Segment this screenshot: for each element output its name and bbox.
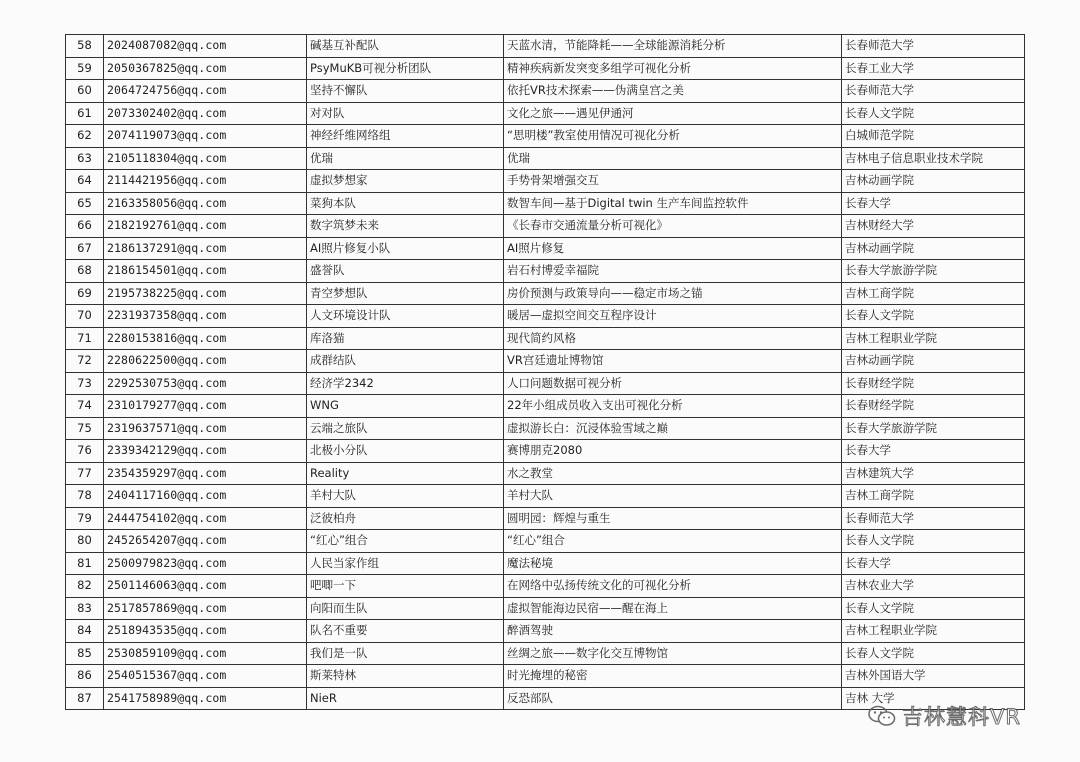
row-number: 60 xyxy=(66,80,104,103)
school-cell: 长春财经学院 xyxy=(842,372,1025,395)
row-number: 72 xyxy=(66,350,104,373)
email-cell: 2517857869@qq.com xyxy=(104,597,307,620)
work-title-cell: 在网络中弘扬传统文化的可视化分析 xyxy=(504,575,842,598)
work-title-cell: 精神疾病新发突变多组学可视化分析 xyxy=(504,57,842,80)
row-number: 65 xyxy=(66,192,104,215)
email-cell: 2182192761@qq.com xyxy=(104,215,307,238)
table-row xyxy=(66,192,1025,215)
table-row xyxy=(66,395,1025,418)
email-cell: 2500979823@qq.com xyxy=(104,552,307,575)
table-row xyxy=(66,327,1025,350)
table-row xyxy=(66,125,1025,148)
email-cell: 2339342129@qq.com xyxy=(104,440,307,463)
school-cell: 长春大学 xyxy=(842,440,1025,463)
work-title-cell: 魔法秘境 xyxy=(504,552,842,575)
row-number: 71 xyxy=(66,327,104,350)
table-row xyxy=(66,620,1025,643)
school-cell: 吉林动画学院 xyxy=(842,350,1025,373)
row-number: 63 xyxy=(66,147,104,170)
table-row xyxy=(66,417,1025,440)
school-cell: 长春人文学院 xyxy=(842,597,1025,620)
work-title-cell: 岩石村博爱幸福院 xyxy=(504,260,842,283)
work-title-cell: 醉酒驾驶 xyxy=(504,620,842,643)
team-name-cell: 我们是一队 xyxy=(307,642,504,665)
email-cell: 2444754102@qq.com xyxy=(104,507,307,530)
row-number: 74 xyxy=(66,395,104,418)
team-name-cell: 虚拟梦想家 xyxy=(307,170,504,193)
table-row xyxy=(66,35,1025,58)
table-row xyxy=(66,485,1025,508)
work-title-cell: 反恐部队 xyxy=(504,687,842,710)
team-name-cell: 吧唧一下 xyxy=(307,575,504,598)
team-name-cell: 向阳而生队 xyxy=(307,597,504,620)
table-row xyxy=(66,260,1025,283)
team-name-cell: 坚持不懈队 xyxy=(307,80,504,103)
team-name-cell: WNG xyxy=(307,395,504,418)
school-cell: 吉林动画学院 xyxy=(842,170,1025,193)
team-name-cell: 库洛猫 xyxy=(307,327,504,350)
school-cell: 吉林工商学院 xyxy=(842,282,1025,305)
table-row xyxy=(66,642,1025,665)
work-title-cell: 文化之旅——遇见伊通河 xyxy=(504,102,842,125)
work-title-cell: 依托VR技术探索——伪满皇宫之美 xyxy=(504,80,842,103)
row-number: 66 xyxy=(66,215,104,238)
row-number: 67 xyxy=(66,237,104,260)
work-title-cell: 房价预测与政策导向——稳定市场之锚 xyxy=(504,282,842,305)
school-cell: 吉林外国语大学 xyxy=(842,665,1025,688)
work-title-cell: 手势骨架增强交互 xyxy=(504,170,842,193)
school-cell: 长春大学旅游学院 xyxy=(842,260,1025,283)
school-cell: 吉林工程职业学院 xyxy=(842,620,1025,643)
row-number: 86 xyxy=(66,665,104,688)
team-name-cell: Reality xyxy=(307,462,504,485)
table-row xyxy=(66,665,1025,688)
team-name-cell: 泛彼柏舟 xyxy=(307,507,504,530)
wechat-icon xyxy=(868,705,896,727)
email-cell: 2540515367@qq.com xyxy=(104,665,307,688)
work-title-cell: 时光掩埋的秘密 xyxy=(504,665,842,688)
email-cell: 2163358056@qq.com xyxy=(104,192,307,215)
email-cell: 2280153816@qq.com xyxy=(104,327,307,350)
email-cell: 2404117160@qq.com xyxy=(104,485,307,508)
school-cell: 长春人文学院 xyxy=(842,530,1025,553)
school-cell: 吉林 大学 xyxy=(842,687,1025,710)
table-row xyxy=(66,215,1025,238)
team-name-cell: 经济学2342 xyxy=(307,372,504,395)
team-name-cell: 神经纤维网络组 xyxy=(307,125,504,148)
table-row xyxy=(66,530,1025,553)
watermark xyxy=(868,703,1021,729)
work-title-cell: 人口问题数据可视分析 xyxy=(504,372,842,395)
school-cell: 长春人文学院 xyxy=(842,305,1025,328)
email-cell: 2280622500@qq.com xyxy=(104,350,307,373)
work-title-cell: AI照片修复 xyxy=(504,237,842,260)
school-cell: 吉林动画学院 xyxy=(842,237,1025,260)
row-number: 76 xyxy=(66,440,104,463)
email-cell: 2541758989@qq.com xyxy=(104,687,307,710)
participant-table xyxy=(65,34,1025,710)
email-cell: 2354359297@qq.com xyxy=(104,462,307,485)
row-number: 62 xyxy=(66,125,104,148)
team-name-cell: 羊村大队 xyxy=(307,485,504,508)
row-number: 70 xyxy=(66,305,104,328)
email-cell: 2073302402@qq.com xyxy=(104,102,307,125)
table-row xyxy=(66,147,1025,170)
row-number: 75 xyxy=(66,417,104,440)
school-cell: 长春大学 xyxy=(842,552,1025,575)
work-title-cell: 现代简约风格 xyxy=(504,327,842,350)
team-name-cell: 云端之旅队 xyxy=(307,417,504,440)
school-cell: 长春师范大学 xyxy=(842,80,1025,103)
email-cell: 2114421956@qq.com xyxy=(104,170,307,193)
team-name-cell: 菜狗本队 xyxy=(307,192,504,215)
team-name-cell: 北极小分队 xyxy=(307,440,504,463)
row-number: 58 xyxy=(66,35,104,58)
row-number: 87 xyxy=(66,687,104,710)
row-number: 81 xyxy=(66,552,104,575)
team-name-cell: 队名不重要 xyxy=(307,620,504,643)
school-cell: 长春财经学院 xyxy=(842,395,1025,418)
email-cell: 2074119073@qq.com xyxy=(104,125,307,148)
table-row xyxy=(66,170,1025,193)
table-row xyxy=(66,552,1025,575)
work-title-cell: 数智车间—基于Digital twin 生产车间监控软件 xyxy=(504,192,842,215)
school-cell: 长春师范大学 xyxy=(842,35,1025,58)
work-title-cell: 虚拟智能海边民宿——醒在海上 xyxy=(504,597,842,620)
school-cell: 吉林建筑大学 xyxy=(842,462,1025,485)
email-cell: 2186154501@qq.com xyxy=(104,260,307,283)
table-row xyxy=(66,597,1025,620)
row-number: 85 xyxy=(66,642,104,665)
team-name-cell: “红心”组合 xyxy=(307,530,504,553)
table-row xyxy=(66,575,1025,598)
email-cell: 2050367825@qq.com xyxy=(104,57,307,80)
team-name-cell: 碱基互补配队 xyxy=(307,35,504,58)
email-cell: 2064724756@qq.com xyxy=(104,80,307,103)
row-number: 73 xyxy=(66,372,104,395)
email-cell: 2231937358@qq.com xyxy=(104,305,307,328)
email-cell: 2310179277@qq.com xyxy=(104,395,307,418)
team-name-cell: 人文环境设计队 xyxy=(307,305,504,328)
team-name-cell: AI照片修复小队 xyxy=(307,237,504,260)
email-cell: 2518943535@qq.com xyxy=(104,620,307,643)
row-number: 61 xyxy=(66,102,104,125)
email-cell: 2024087082@qq.com xyxy=(104,35,307,58)
table-row xyxy=(66,462,1025,485)
watermark-text: 吉林慧科VR xyxy=(902,705,1021,729)
row-number: 78 xyxy=(66,485,104,508)
work-title-cell: 羊村大队 xyxy=(504,485,842,508)
email-cell: 2452654207@qq.com xyxy=(104,530,307,553)
row-number: 84 xyxy=(66,620,104,643)
school-cell: 吉林财经大学 xyxy=(842,215,1025,238)
work-title-cell: 《长春市交通流量分析可视化》 xyxy=(504,215,842,238)
table-row xyxy=(66,237,1025,260)
team-name-cell: 优瑞 xyxy=(307,147,504,170)
email-cell: 2195738225@qq.com xyxy=(104,282,307,305)
school-cell: 白城师范学院 xyxy=(842,125,1025,148)
work-title-cell: 优瑞 xyxy=(504,147,842,170)
work-title-cell: VR宫廷遗址博物馆 xyxy=(504,350,842,373)
email-cell: 2105118304@qq.com xyxy=(104,147,307,170)
row-number: 77 xyxy=(66,462,104,485)
school-cell: 长春人文学院 xyxy=(842,102,1025,125)
email-cell: 2530859109@qq.com xyxy=(104,642,307,665)
team-name-cell: 青空梦想队 xyxy=(307,282,504,305)
school-cell: 吉林工商学院 xyxy=(842,485,1025,508)
work-title-cell: 水之教堂 xyxy=(504,462,842,485)
work-title-cell: 天蓝水清，节能降耗——全球能源消耗分析 xyxy=(504,35,842,58)
table-row xyxy=(66,80,1025,103)
team-name-cell: 斯莱特林 xyxy=(307,665,504,688)
work-title-cell: “红心”组合 xyxy=(504,530,842,553)
row-number: 69 xyxy=(66,282,104,305)
table-row xyxy=(66,372,1025,395)
email-cell: 2319637571@qq.com xyxy=(104,417,307,440)
team-name-cell: PsyMuKB可视分析团队 xyxy=(307,57,504,80)
row-number: 59 xyxy=(66,57,104,80)
row-number: 79 xyxy=(66,507,104,530)
school-cell: 长春大学旅游学院 xyxy=(842,417,1025,440)
work-title-cell: 丝绸之旅——数字化交互博物馆 xyxy=(504,642,842,665)
team-name-cell: NieR xyxy=(307,687,504,710)
row-number: 83 xyxy=(66,597,104,620)
team-name-cell: 人民当家作组 xyxy=(307,552,504,575)
row-number: 80 xyxy=(66,530,104,553)
school-cell: 吉林农业大学 xyxy=(842,575,1025,598)
work-title-cell: “思明楼”教室使用情况可视化分析 xyxy=(504,125,842,148)
row-number: 82 xyxy=(66,575,104,598)
table-row xyxy=(66,507,1025,530)
work-title-cell: 22年小组成员收入支出可视化分析 xyxy=(504,395,842,418)
table-row xyxy=(66,57,1025,80)
school-cell: 长春人文学院 xyxy=(842,642,1025,665)
work-title-cell: 赛博朋克2080 xyxy=(504,440,842,463)
school-cell: 长春工业大学 xyxy=(842,57,1025,80)
table-row xyxy=(66,440,1025,463)
participant-table-body xyxy=(66,35,1025,710)
work-title-cell: 圆明园：辉煌与重生 xyxy=(504,507,842,530)
school-cell: 吉林电子信息职业技术学院 xyxy=(842,147,1025,170)
team-name-cell: 成群结队 xyxy=(307,350,504,373)
table-row xyxy=(66,305,1025,328)
table-row xyxy=(66,102,1025,125)
email-cell: 2186137291@qq.com xyxy=(104,237,307,260)
team-name-cell: 对对队 xyxy=(307,102,504,125)
work-title-cell: 虚拟游长白：沉浸体验雪域之巅 xyxy=(504,417,842,440)
email-cell: 2292530753@qq.com xyxy=(104,372,307,395)
row-number: 64 xyxy=(66,170,104,193)
row-number: 68 xyxy=(66,260,104,283)
email-cell: 2501146063@qq.com xyxy=(104,575,307,598)
school-cell: 长春师范大学 xyxy=(842,507,1025,530)
school-cell: 吉林工程职业学院 xyxy=(842,327,1025,350)
team-name-cell: 数字筑梦未来 xyxy=(307,215,504,238)
table-row xyxy=(66,282,1025,305)
school-cell: 长春大学 xyxy=(842,192,1025,215)
table-row xyxy=(66,350,1025,373)
team-name-cell: 盛誉队 xyxy=(307,260,504,283)
work-title-cell: 暖居—虚拟空间交互程序设计 xyxy=(504,305,842,328)
